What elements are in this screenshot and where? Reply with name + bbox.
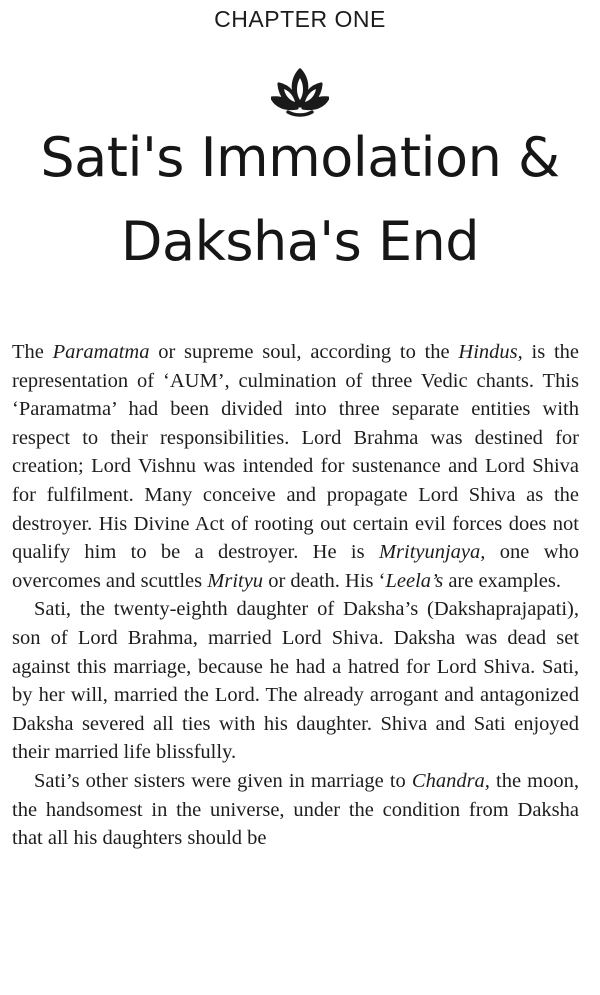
paragraph-1: [12, 338, 579, 595]
text-run: or supreme soul, according to the: [149, 341, 459, 363]
italic-term: Chandra,: [411, 769, 490, 792]
chapter-label: CHAPTER ONE: [214, 6, 386, 32]
italic-term: Paramatma: [52, 341, 150, 363]
lotus-icon: [271, 66, 329, 118]
text-run: are examples.: [443, 569, 562, 592]
italic-term: Mrityunjaya,: [378, 541, 486, 564]
text-run: Sati’s other sisters were given in marriage to: [34, 769, 412, 792]
text-run: is the representation of ‘AUM’, culmination of three Vedic chants. This ‘Paramatma’ had been divided into three separate entities with respect to their responsibilities. Lord Brahma was destined for creation; Lord Vishnu was intended for sustenance and Lord Shiva for fulfilment. Many conceive and propagate Lord Shiva as the destroyer. His Divine Act of rooting out certain evil forces does not qualify him to be a destroyer. He is: [12, 341, 580, 564]
text-run: one who overcomes and scuttles: [12, 541, 579, 592]
paragraph-3: [12, 767, 579, 853]
body-text: [12, 338, 579, 853]
italic-term: Mrityu: [207, 569, 264, 592]
chapter-title-line-1: Sati's Immolation &: [40, 126, 560, 189]
italic-term: Hindus,: [458, 341, 523, 363]
italic-term: Leela’s: [385, 569, 444, 592]
text-run: or death. His ‘: [263, 569, 386, 592]
text-run: the moon, the handsomest in the universe, under the condition from Daksha that all his daughters should be: [12, 769, 579, 850]
paragraph-2: [12, 595, 579, 767]
chapter-title: [0, 116, 600, 284]
chapter-title-line-2: Daksha's End: [120, 210, 480, 273]
text-run: Sati, the twenty-eighth daughter of Daksha’s (Dakshaprajapati), son of Lord Brahma, married Lord Shiva. Daksha was dead set against this marriage, because he had a hatred for Lord Shiva. Sati, by her will, married the Lord. The already arrogant and antagonized Daksha severed all ties with his daughter. Shiva and Sati enjoyed their married life blissfully.: [12, 598, 579, 764]
text-run: The: [12, 341, 53, 363]
